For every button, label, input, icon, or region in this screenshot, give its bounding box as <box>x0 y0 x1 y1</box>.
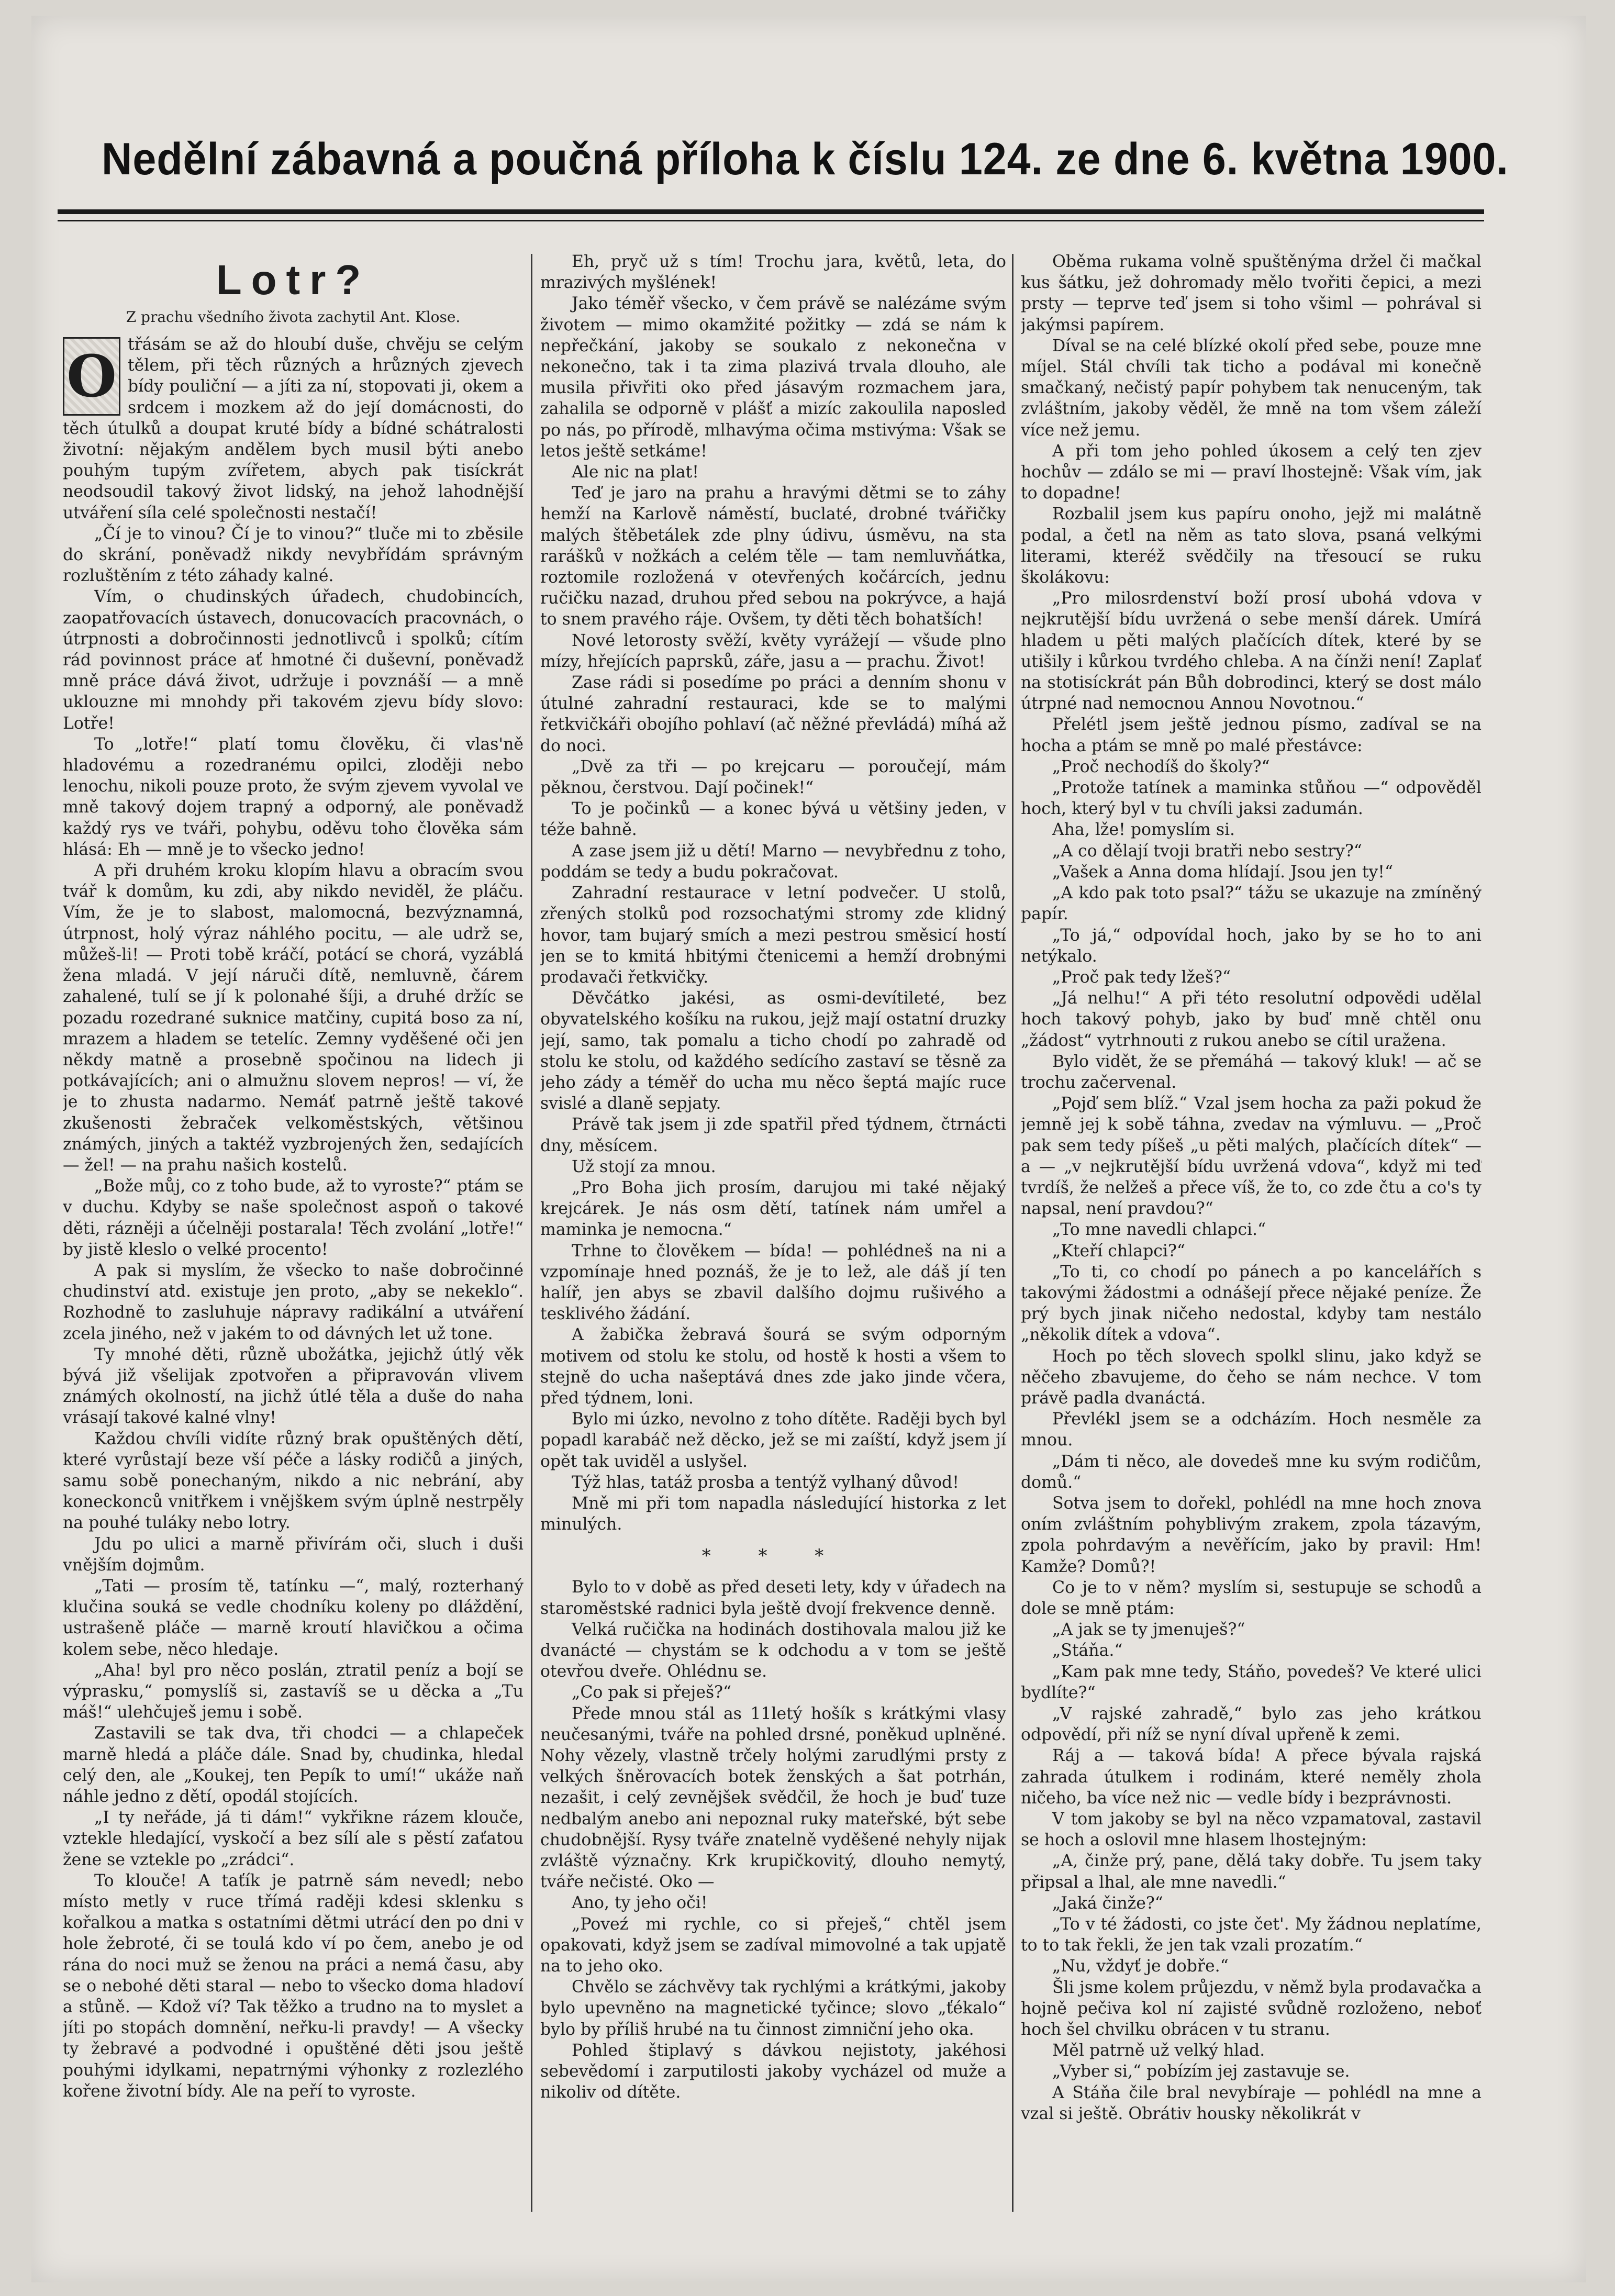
paragraph: A Stáňa čile bral nevybíraje — pohlédl na mne a vzal si ještě. Obrátiv housky několikrát v <box>1021 2083 1482 2123</box>
column-divider <box>531 254 532 2212</box>
paragraph: „A, činže prý, pane, dělá taky dobře. Tu jsem taky připsal a lhal, ale mne navedli.“ <box>1021 1852 1482 1892</box>
paragraph: Přelétl jsem ještě jednou písmo, zadíval se na hocha a ptám se mně po malé přestávce: <box>1021 715 1482 755</box>
column-2 <box>540 251 1006 2241</box>
column-1-body <box>63 334 524 2102</box>
paragraph: třásám se až do hloubí duše, chvěju se celým tělem, při těch různých a hrůzných zjevech bídy pouliční — a jíti za ní, stopovati ji, okem a srdcem i mozkem až do její domácnosti, do těch útulků a doupat kruté bídy a bídné schátralosti životní: nějakým andělem bych musil býti anebo pouhým tupým zvířetem, abych pak tisíckrát neodsoudil takový život lidský, na jehož lahodnější utváření síla celé společnosti nestačí! <box>63 335 524 522</box>
paragraph: To je počinků — a konec bývá u většiny jeden, v téže bahně. <box>540 799 1006 840</box>
paragraph: Trhne to člověkem — bída! — pohlédneš na ni a vzpomínaje hned poznáš, že je to lež, ale dáš jí ten halíř, jen abys se zbavil dalšího dojmu rušivého a tesklivého žádání. <box>540 1241 1006 1324</box>
paragraph: „To v té žádosti, co jste čet'. My žádnou neplatíme, to to tak řekli, že jen tak vzali prozatím.“ <box>1021 1915 1482 1955</box>
masthead-rule-thin <box>58 220 1484 221</box>
masthead-title: Nedělní zábavná a poučná příloha k číslu 124. ze dne 6. května 1900. <box>102 134 1509 184</box>
paragraph: Přede mnou stál as 11letý hošík s krátkými vlasy neučesanými, tváře na pohled drsné, poněkud uplněné. Nohy vězely, vlastně trčely holými zarudlými prsty z velkých šněrovacích botek ženských a šat potrhán, nezašit, i celý zevnějšek svědčil, že hoch je buď tuze nedbalým anebo ani nepoznal ruky mateřské, být sebe chudobnější. Rysy tváře znatelně vyděšené nehyly nijak zvláště význačny. Krk krupičkovitý, dlouho nemytý, tváře nečisté. Oko — <box>540 1704 1006 1892</box>
paragraph: Eh, pryč už s tím! Trochu jara, květů, leta, do mrazivých myšlének! <box>540 252 1006 293</box>
paragraph: Týž hlas, tatáž prosba a tentýž vylhaný důvod! <box>572 1473 959 1492</box>
paragraph: „Jaká činže?“ <box>1052 1893 1163 1913</box>
paragraph: Rozbalil jsem kus papíru onoho, jejž mi malátně podal, a četl na něm as tato slova, psaná velkými literami, kteréž svědčily na třesoucí se ruku školákovu: <box>1021 505 1482 587</box>
paragraph: „Vašek a Anna doma hlídají. Jsou jen ty!“ <box>1052 862 1394 882</box>
paragraph: Zase rádi si posedíme po práci a denním shonu v útulné zahradní restauraci, kde se to malými řetkvičkáři obojího pohlaví (ač něžné převládá) míhá až do noci. <box>540 673 1006 755</box>
paragraph: Zahradní restaurace v letní podvečer. U stolů, zřených stolků pod rozsochatými stromy zde klidný hovor, tam bujarý smích a mezi pestrou směsicí hostí jen se to kmitá hbitými čtenicemi a hemží drobnými prodavači řetkvičky. <box>540 884 1006 987</box>
paragraph: Co je to v něm? myslím si, sestupuje se schodů a dole se mně ptám: <box>1021 1578 1482 1618</box>
dropcap-ornament: O <box>63 337 120 416</box>
paragraph: „Proč pak tedy lžeš?“ <box>1052 967 1231 987</box>
paragraph: V tom jakoby se byl na něco vzpamatoval, zastavil se hoch a oslovil mne hlasem lhostejným: <box>1021 1810 1482 1850</box>
paragraph: Pohled štiplavý s dávkou nejistoty, jakéhosi sebevědomí i zarputilosti jakoby vycházel od muže a nikoliv od dítěte. <box>540 2041 1006 2102</box>
paragraph: Aha, lže! pomyslím si. <box>1052 820 1235 840</box>
paragraph: A zase jsem již u dětí! Marno — nevybřednu z toho, poddám se tedy a budu pokračovat. <box>540 841 1006 882</box>
paragraph: „Vyber si,“ pobízím jej zastavuje se. <box>1052 2062 1350 2081</box>
paragraph: A při druhém kroku klopím hlavu a obracím svou tvář k domům, ku zdi, aby nikdo neviděl, že pláču. Vím, že je to slabost, malomocná, bezvýznamná, útrpnost, holý výraz náhlého pocitu, — ale udrž se, můžeš-li! — Proti tobě kráčí, potácí se chorá, vyzáblá žena mladá. V její náruči dítě, nemluvně, čárem zahalené, tulí se jí k polonahé šíji, a druhé držíc se pozadu rozedrané suknice matčiny, cupitá boso za ní, mrazem a hladem se tetelíc. Zemny vyděšené oči jen někdy matně a prosebně spočinou na lidech ji potkávajících; ani o almužnu slovem nepros! — ví, že je to zhusta nadarmo. Nemáť patrně ještě takové zkušenosti žebraček velkoměstských, většinou známých, jiných a taktéž vyzbrojených žen, sedajících — žel! — na prahu našich kostelů. <box>63 861 524 1175</box>
paragraph: „Poveź mi rychle, co si přeješ,“ chtěl jsem opakovati, když jsem se zadíval mimovolné a tak upjatě na to jeho oko. <box>540 1914 1006 1976</box>
column-2-body <box>540 251 1006 2103</box>
paragraph: Bylo vidět, že se přemáhá — takový kluk! — ač se trochu začervenal. <box>1021 1052 1482 1092</box>
paragraph: „V rajské zahradě,“ bylo zas jeho krátkou odpovědí, při níž se nyní díval upřeně k zemi. <box>1021 1704 1482 1745</box>
paragraph: „Nu, vždyť je dobře.“ <box>1052 1957 1229 1976</box>
paragraph: „Tati — prosím tě, tatínku —“, malý, rozterhaný klučina souká se vedle chodníku koleny po dláždění, ustrašeně pláče — marně kroutí hlavičkou a očima kolem sebe, něco hledaje. <box>63 1576 524 1659</box>
paragraph: A při tom jeho pohled úkosem a celý ten zjev hochův — zdálo se mi — praví lhostejně: Však vím, jak to dopadne! <box>1021 441 1482 503</box>
paragraph: „Protože tatínek a maminka stůňou —“ odpověděl hoch, který byl v tu chvíli jaksi zadumán. <box>1021 778 1482 819</box>
paragraph: „Dám ti něco, ale dovedeš mne ku svým rodičům, domů.“ <box>1021 1452 1482 1492</box>
paragraph: Ano, ty jeho oči! <box>572 1893 708 1913</box>
paragraph: Velká ručička na hodinách dostihovala malou již ke dvanácté — chystám se k odchodu a v tom se ještě otevřou dveře. Ohlédnu se. <box>540 1620 1006 1681</box>
paragraph: „Kam pak mne tedy, Stáňo, povedeš? Ve které ulici bydlíte?“ <box>1021 1662 1482 1702</box>
paragraph: „Dvě za tři — po krejcaru — poroučejí, mám pěknou, čerstvou. Dají počinek!“ <box>540 757 1006 798</box>
paragraph: „Pro milosrdenství boží prosí ubohá vdova v nejkrutější bídu uvržená o sebe menší dárek. Umírá hladem u pěti malých plačících dítek, které by se utišily i kůrkou tvrdého chleba. A na čínži není! Zaplať na stotisíckrát pán Bůh dobrodinci, který se dost málo útrpné nad nemocnou Annou Novotnou.“ <box>1021 589 1482 714</box>
paragraph: A žabička žebravá šourá se svým odporným motivem od stolu ke stolu, od hostě k hosti a všem to stejně do ucha našeptává dnes zde jako jinde včera, před týdnem, loni. <box>540 1325 1006 1408</box>
paragraph: Právě tak jsem ji zde spatřil před týdnem, čtrnácti dny, měsícem. <box>540 1115 1006 1155</box>
paragraph: Bylo mi úzko, nevolno z toho dítěte. Raději bych byl popadl karabáč než děcko, jež se mi zaíští, když jsem jí opět tak uviděl a uslyšel. <box>540 1410 1006 1471</box>
paragraph: Děvčátko jakési, as osmi-devítileté, bez obyvatelského košíku na rukou, jejž mají ostatní druzky její, samo, tak pomalu a ticho chodí po zahradě od stolu ke stolu, od každého sedícího zastaví se těsně za jeho zády a téměř do ucha mu něco šeptá majíc ruce svislé a dlaně sepjaty. <box>540 989 1006 1113</box>
paragraph: „Proč nechodíš do školy?“ <box>1052 757 1270 776</box>
paragraph: „Co pak si přeješ?“ <box>572 1683 732 1702</box>
paragraph: „I ty neřáde, já ti dám!“ vykřikne rázem klouče, vztekle hledající, vyskočí a bez sílí ale s pěstí zaťatou žene se vztekle po „zrádci“. <box>63 1808 524 1869</box>
paragraph: To klouče! A taťík je patrně sám nevedl; nebo místo metly v ruce třímá raději kdesi sklenku s kořalkou a matka s ostatními dětmi utrácí den po dni v hole žebroté, či se toulá kdo ví po čem, anebo je od rána do noci muž se ženou na práci a nemá času, aby se o nebohé děti staral — nebo to všecko doma hladoví a stůně. — Kdož ví? Tak těžko a trudno na to myslet a jíti po stopách domnění, neřku-li pravdy! — A všecky ty žebravé a podvodné i opuštěné děti jsou ještě pouhými idylkami, nepatrnými výhonky z rozlezlého kořene životní bídy. Ale na peří to vyroste. <box>63 1871 524 2101</box>
paragraph: „Já nelhu!“ A při této resolutní odpovědi udělal hoch takový pohyb, jako by buď mně chtěl onu „žádost“ vytrhnouti z rukou anebo se cítil uražena. <box>1021 989 1482 1050</box>
paragraph: Každou chvíli vidíte různý brak opuštěných dětí, které vyrůstají beze vší péče a lásky rodičů a jiných, samu sobě ponechaným, nikdo a nic nebrání, aby koneckonců vnitřkem i vnějškem svým úplně nestrpěly na pouhé tuláky nebo lotry. <box>63 1429 524 1533</box>
paragraph: Vím, o chudinských úřadech, chudobincích, zaopatřovacích ústavech, donucovacích pracovnách, o útrpnosti a dobročinnosti jednotlivců i spolků; cítím rád povinnost práce ať hmotné či duševní, poněvadž mně práce dává život, udržuje i povznáší — a mně uklouzne mi mnohdy při takovém zjevu bídy slovo: Lotře! <box>63 587 524 733</box>
paragraph: Jdu po ulici a marně přivírám oči, sluch i duši vnějším dojmům. <box>63 1534 524 1575</box>
paragraph: „To mne navedli chlapci.“ <box>1052 1220 1266 1240</box>
paragraph: „Kteří chlapci?“ <box>1052 1241 1185 1261</box>
paragraph: Ale nic na plat! <box>572 463 699 482</box>
paragraph: „To ti, co chodí po pánech a po kancelářích s takovými žádostmi a odnášejí přece nějaké peníze. Že prý bych jinak ničeho nedostal, kdyby tam nestálo „několik dítek a vdova“. <box>1021 1262 1482 1345</box>
paragraph: „A jak se ty jmenuješ?“ <box>1052 1620 1245 1640</box>
paragraph: Oběma rukama volně spuštěnýma držel či mačkal kus šátku, jež dohromady mělo tvořiti čepici, a mezi prsty — teprve teď jsem si toho všiml — pohrával si jakýmsi papírem. <box>1021 252 1482 335</box>
paragraph: Jako téměř všecko, v čem právě se nalézáme svým životem — mimo okamžité požitky — zdá se nám k nepřečkání, jakoby se soukalo z nekonečna v nekonečno, tak i ta zima plazivá trvala dlouho, ale musila přivřiti oko před jásavým rozmachem jara, zahalila se odporně v plášť a mizíc zakoulila naposled po nás, po přírodě, mlhavýma očima mstivýma: Však se letos ještě setkáme! <box>540 294 1006 461</box>
section-separator: * * * <box>701 1545 845 1567</box>
paragraph: A pak si myslím, že všecko to naše dobročinné chudinství atd. existuje jen proto, „aby se nekeklo“. Rozhodně to zasluhuje nápravy radikální a utváření zcela jiného, než v jakém to od dávných let už tone. <box>63 1261 524 1343</box>
paragraph: „A co dělají tvoji bratři nebo sestry?“ <box>1052 841 1362 861</box>
paragraph: „Stáňa.“ <box>1052 1641 1123 1660</box>
story-title: Lotr? <box>216 257 371 303</box>
paragraph: Nové letorosty svěží, květy vyrážejí — všude plno mízy, hřejících paprsků, záře, jasu a — prachu. Život! <box>540 631 1006 671</box>
paragraph: Teď je jaro na prahu a hravými dětmi se to záhy hemží na Karlově náměstí, buclaté, drobné tvářičky malých štěbetálek zde plny údivu, úsměvu, na sta rarášků v nožkách a celém těle — tam nemluvňátka, roztomile rozložená v otevřených kočárcích, jednu ručičku nazad, druhou před sebou na pokrývce, a hajá to snem pravého ráje. Ovšem, ty děti těch bohatších! <box>540 484 1006 629</box>
column-3-body <box>1021 251 1482 2124</box>
paragraph: Ty mnohé děti, různě ubožátka, jejichž útlý věk bývá již všelijak zpotvořen a připravován vlivem známých okolností, na jichž útlé těla a duše do naha vrásají takové kalné vlny! <box>63 1345 524 1428</box>
paragraph: Zastavili se tak dva, tři chodci — a chlapeček marně hledá a pláče dále. Snad by, chudinka, hledal celý den, ale „Koukej, ten Pepík to umí!“ ukáže naň náhle jedno z dětí, opodál stojících. <box>63 1724 524 1807</box>
column-1 <box>63 251 524 2241</box>
masthead-rule-thick <box>58 209 1484 214</box>
column-divider <box>1012 254 1013 2212</box>
paragraph: Převlékl jsem se a odcházím. Hoch nesměle za mnou. <box>1021 1410 1482 1450</box>
paragraph: Ráj a — taková bída! A přece bývala rajská zahrada útulkem i rodinám, které neměly zhola ničeho, ba více než nic — vedle bídy i bezprávnosti. <box>1021 1746 1482 1808</box>
paragraph: „Čí je to vinou? Čí je to vinou?“ tluče mi to zběsile do skrání, poněvadž nikdy nevybřídám správným rozluštěním z této záhady kalné. <box>63 524 524 586</box>
paragraph: „Pojď sem blíž.“ Vzal jsem hocha za paži pokud že jemně jej k sobě táhna, zvedav na výmluvu. — „Proč pak sem tedy píšeš „u pěti malých, plačících dítek“ — a — „v nejkrutější bídu uvržená vdova“, když mi teď tvrdíš, že nelžeš a přece víš, že to, co zde čtu a co's ty napsal, není pravdou?“ <box>1021 1094 1482 1219</box>
paragraph: „To já,“ odpovídal hoch, jako by se ho to ani netýkalo. <box>1021 926 1482 966</box>
paragraph: Měl patrně už velký hlad. <box>1052 2041 1265 2060</box>
paragraph: Sotva jsem to dořekl, pohlédl na mne hoch znova oním zvláštním pohyblivým zrakem, zpola tázavým, zpola pohrdavým a nevěřícím, jako by pravil: Hm! Kamže? Domů?! <box>1021 1493 1482 1576</box>
story-byline: Z prachu všedního života zachytil Ant. Klose. <box>126 308 461 326</box>
paragraph: „Pro Boha jich prosím, darujou mi také nějaký krejcárek. Je nás osm dětí, tatínek nám umřel a maminka je nemocna.“ <box>540 1178 1006 1240</box>
paragraph: Šli jsme kolem průjezdu, v němž byla prodavačka a hojně pečiva kol ní zajisté svůdně rozloženo, neboť hoch šel chvilku obrácen v tu stranu. <box>1021 1978 1482 2039</box>
paragraph: „A kdo pak toto psal?“ tážu se ukazuje na zmíněný papír. <box>1021 884 1482 924</box>
column-3 <box>1021 251 1482 2241</box>
paragraph: „Bože můj, co z toho bude, až to vyroste?“ ptám se v duchu. Kdyby se naše společnost aspoň o takové děti, rázněji a účelněji postarala! Těch zvolání „lotře!“ by jistě kleslo o velké procento! <box>63 1177 524 1259</box>
paragraph: Chvělo se záchvěvy tak rychlými a krátkými, jakoby bylo upevněno na magnetické tyčince; slovo „ťékalo“ bylo by příliš hrubé na tu činnost zimniční jeho oka. <box>540 1978 1006 2039</box>
paragraph: To „lotře!“ platí tomu člověku, či vlas'ně hladovému a rozedranému opilci, zloději nebo lenochu, nikoli pouze proto, že svým zjevem vyvolal ve mně takový dojem trapný a odporný, ale poněvadž každý rys ve tváři, pohybu, oděvu toho člověka sám hlásá: Eh — mně je to všecko jedno! <box>63 734 524 859</box>
paragraph: Mně mi při tom napadla následující historka z let minulých. <box>540 1493 1006 1534</box>
paragraph: Už stojí za mnou. <box>572 1157 716 1176</box>
paragraph: Hoch po těch slovech spolkl slinu, jako když se něčeho zbavujeme, do čeho se nám nechce. V tom právě padla dvanáctá. <box>1021 1346 1482 1408</box>
paragraph: „Aha! byl pro něco poslán, ztratil peníz a bojí se výprasku,“ pomyslíš si, zastavíš se u děcka a „Tu máš!“ ulehčuješ jemu i sobě. <box>63 1660 524 1722</box>
paragraph: Bylo to v době as před deseti lety, kdy v úřadech na staroměstské radnici byla ještě dvojí frekvence denně. <box>540 1578 1006 1618</box>
paragraph: Díval se na celé blízké okolí před sebe, pouze mne míjel. Stál chvíli tak ticho a podával mi konečně smačkaný, nečistý papír pohybem tak nenuceným, tak zvláštním, jakoby věděl, že mně na tom všem záleží více než jemu. <box>1021 336 1482 440</box>
